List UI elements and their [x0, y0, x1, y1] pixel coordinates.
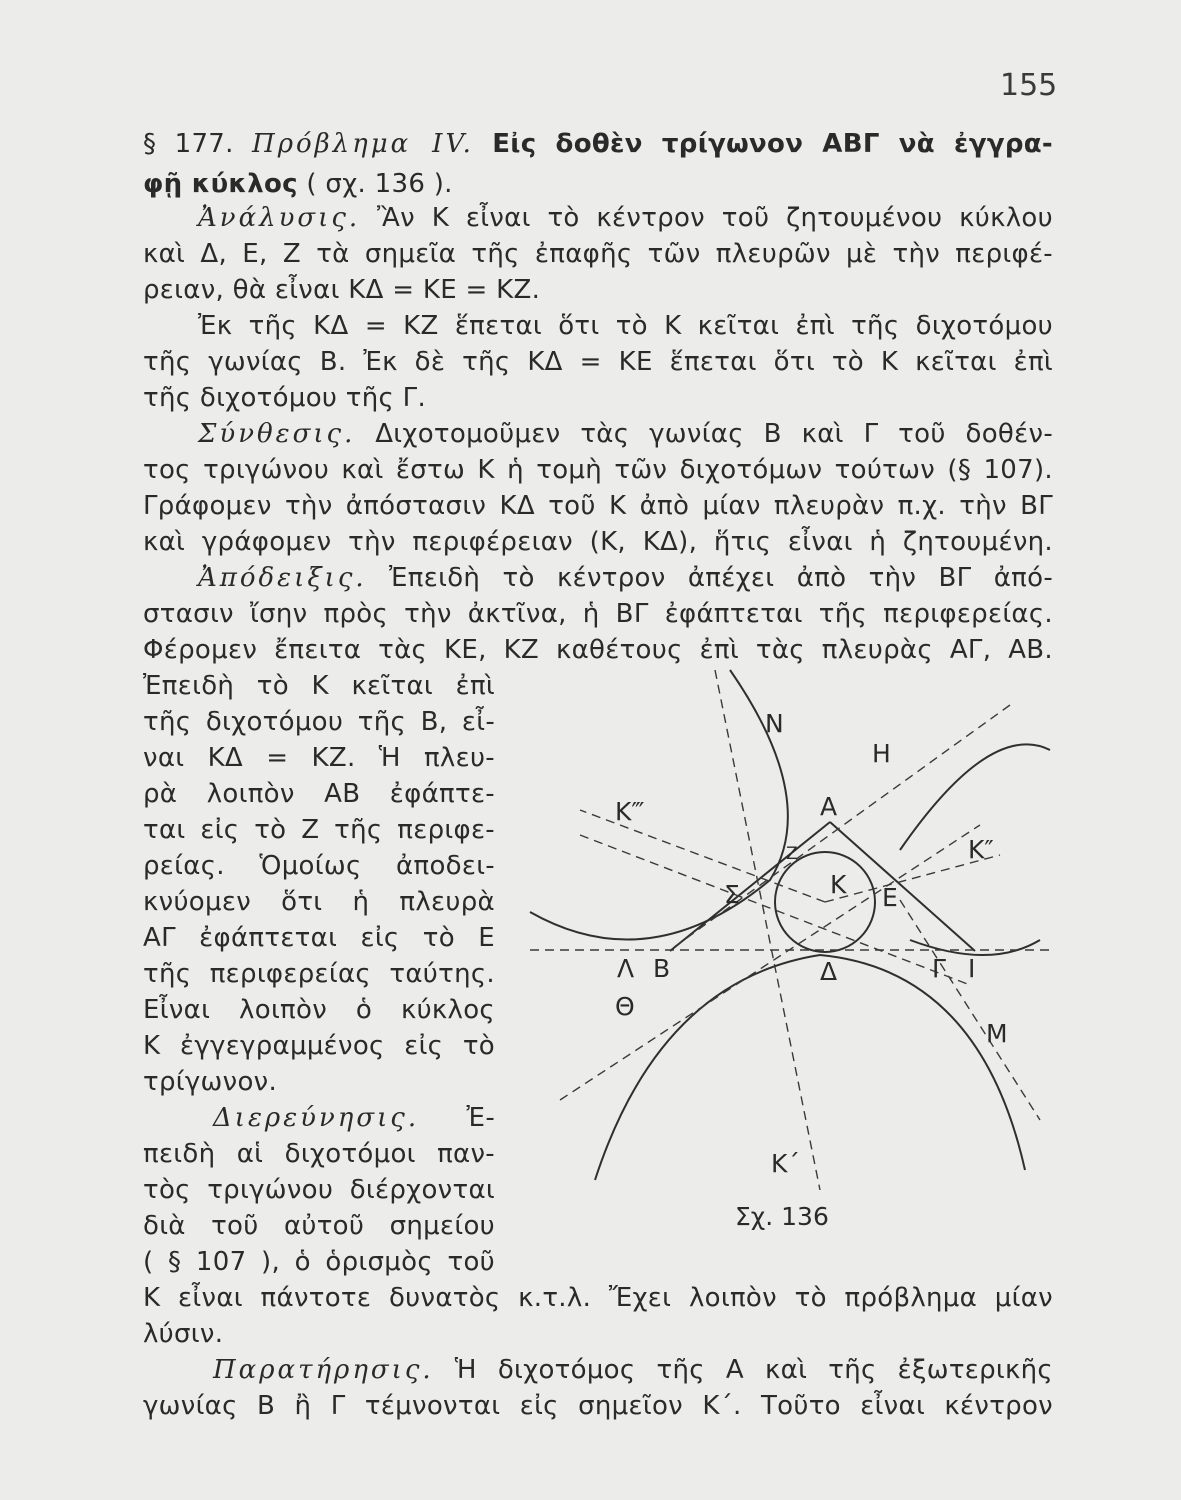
problem-heading-cont: [143, 166, 453, 202]
section-number: § 177.: [143, 129, 234, 159]
label-k2: Κ″: [968, 835, 994, 864]
excircle-left: [530, 670, 788, 940]
synthesis-text: Διχοτομοῦμεν τὰς γωνίας Β καὶ Γ τοῦ δοθέν-: [375, 419, 1053, 449]
label-k: Κ: [830, 870, 847, 899]
proof-line: στασιν ἴσην πρὸς τὴν ἀκτῖνα, ἡ ΒΓ ἐφάπτεται τῆς περιφερείας.: [143, 599, 1053, 629]
proof-narrow-line: Ἐπειδὴ τὸ Κ κεῖται ἐπὶ: [143, 671, 495, 701]
discussion-line: τὸς τριγώνου διέρχονται: [143, 1175, 495, 1205]
proof-text: Ἐπειδὴ τὸ κέντρον ἀπέχει ἀπὸ τὴν ΒΓ ἀπό-: [389, 563, 1053, 593]
synthesis-line: καὶ γράφομεν τὴν περιφέρειαν (Κ, ΚΔ), ἥτις εἶναι ἡ ζητουμένη.: [143, 527, 1053, 557]
discussion-line: ( § 107 ), ὁ ὁρισμὸς τοῦ: [143, 1247, 495, 1277]
page-number: 155: [1000, 68, 1058, 103]
proof-line: [143, 560, 1053, 596]
proof-narrow-line: Κ ἐγγεγραμμένος εἰς τὸ: [143, 1031, 495, 1061]
excircle-bottom-right: [820, 955, 1025, 1170]
proof-narrow-line: ΑΓ ἐφάπτεται εἰς τὸ Ε: [143, 923, 495, 953]
problem-title: Εἰς δοθὲν τρίγωνον ΑΒΓ νὰ ἐγγρα-: [492, 129, 1054, 159]
figure-caption: Σχ. 136: [735, 1202, 829, 1230]
synthesis-line: Γράφομεν τὴν ἀπόστασιν ΚΔ τοῦ Κ ἀπὸ μίαν πλευρὰν π.χ. τὴν ΒΓ: [143, 491, 1053, 521]
synthesis-line: τος τριγώνου καὶ ἔστω Κ ἡ τομὴ τῶν διχοτόμων τούτων (§ 107).: [143, 455, 1053, 485]
figure-136: [520, 650, 1060, 1230]
label-i: Ι: [968, 954, 976, 983]
problem-title-cont: φῇ κύκλος: [143, 169, 298, 199]
remark-line: [143, 1352, 1053, 1388]
discussion-text: Ἐ-: [466, 1103, 495, 1133]
label-g: Γ: [932, 954, 946, 983]
label-a: Α: [820, 792, 838, 821]
proof-narrow-line: τρίγωνον.: [143, 1067, 278, 1097]
excircle-bottom: [595, 955, 820, 1180]
figure-reference: ( σχ. 136 ).: [306, 169, 453, 199]
discussion-line: πειδὴ αἱ διχοτόμοι παν-: [143, 1139, 495, 1169]
analysis-line: [143, 200, 1053, 236]
proof-narrow-line: κνύομεν ὅτι ἡ πλευρὰ: [143, 887, 495, 917]
label-l: Λ: [617, 954, 635, 983]
proof-line: Φέρομεν ἔπειτα τὰς ΚΕ, ΚΖ καθέτους ἐπὶ τὰς πλευρὰς ΑΓ, ΑΒ.: [143, 635, 1053, 665]
analysis-line: καὶ Δ, Ε, Ζ τὰ σημεῖα τῆς ἐπαφῆς τῶν πλευρῶν μὲ τὴν περιφέ-: [143, 239, 1053, 269]
proof-narrow-line: ρείας. Ὁμοίως ἀποδει-: [143, 851, 495, 881]
discussion-line: [143, 1100, 495, 1136]
label-e: Ε: [882, 883, 898, 912]
problem-label: Πρόβλημα IV.: [252, 129, 474, 159]
discussion-line: Κ εἶναι πάντοτε δυνατὸς κ.τ.λ. Ἔχει λοιπὸν τὸ πρόβλημα μίαν: [143, 1283, 1053, 1313]
problem-heading: [143, 126, 1053, 162]
analysis-line: ρειαν, θὰ εἶναι ΚΔ = ΚΕ = ΚΖ.: [143, 275, 541, 305]
excircle-right-lower: [910, 940, 1040, 955]
label-z: Ζ: [786, 844, 798, 864]
synthesis-line: [143, 416, 1053, 452]
label-m: Μ: [986, 1019, 1008, 1048]
proof-narrow-line: τῆς διχοτόμου τῆς Β, εἶ-: [143, 707, 495, 737]
label-n: Ν: [765, 709, 784, 738]
discussion-label: Διερεύνησις.: [213, 1103, 420, 1133]
remark-label: Παρατήρησις.: [213, 1355, 434, 1385]
discussion-line: λύσιν.: [143, 1319, 224, 1349]
proof-narrow-line: ται εἰς τὸ Ζ τῆς περιφε-: [143, 815, 495, 845]
proof-narrow-line: ρὰ λοιπὸν ΑΒ ἐφάπτε-: [143, 779, 495, 809]
proof-narrow-line: ναι ΚΔ = ΚΖ. Ἡ πλευ-: [143, 743, 495, 773]
label-b: Β: [653, 954, 671, 983]
label-th: Θ: [615, 992, 635, 1021]
side-ac: [830, 822, 975, 951]
proof-label: Ἀπόδειξις.: [198, 563, 367, 593]
proof-narrow-line: Εἶναι λοιπὸν ὁ κύκλος: [143, 995, 495, 1025]
proof-narrow-line: τῆς περιφερείας ταύτης.: [143, 959, 495, 989]
label-k1: Κ΄: [771, 1149, 800, 1178]
analysis-line: τῆς γωνίας Β. Ἐκ δὲ τῆς ΚΔ = ΚΕ ἕπεται ὅτι τὸ Κ κεῖται ἐπὶ: [143, 347, 1053, 377]
figure-labels: [615, 709, 1008, 1230]
label-s: Σ: [724, 880, 740, 909]
label-k3: Κ‴: [615, 797, 645, 826]
analysis-line: τῆς διχοτόμου τῆς Γ.: [143, 383, 427, 413]
discussion-line: διὰ τοῦ αὐτοῦ σημείου: [143, 1211, 495, 1241]
remark-text: Ἡ διχοτόμος τῆς Α καὶ τῆς ἐξωτερικῆς: [454, 1355, 1053, 1385]
synthesis-label: Σύνθεσις.: [198, 419, 356, 449]
analysis-line: Ἐκ τῆς ΚΔ = ΚΖ ἕπεται ὅτι τὸ Κ κεῖται ἐπὶ τῆς διχοτόμου: [198, 311, 1053, 341]
bisector-a: [715, 670, 820, 1190]
line-to-m: [900, 900, 1040, 1120]
side-ab: [670, 822, 830, 951]
analysis-label: Ἀνάλυσις.: [198, 203, 361, 233]
label-h: Η: [872, 739, 891, 768]
analysis-text: Ἂν Κ εἶναι τὸ κέντρον τοῦ ζητουμένου κύκλου: [377, 203, 1053, 233]
remark-line: γωνίας Β ἢ Γ τέμνονται εἰς σημεῖον Κ΄. Τοῦτο εἶναι κέντρον: [143, 1391, 1053, 1421]
label-d: Δ: [820, 957, 838, 986]
